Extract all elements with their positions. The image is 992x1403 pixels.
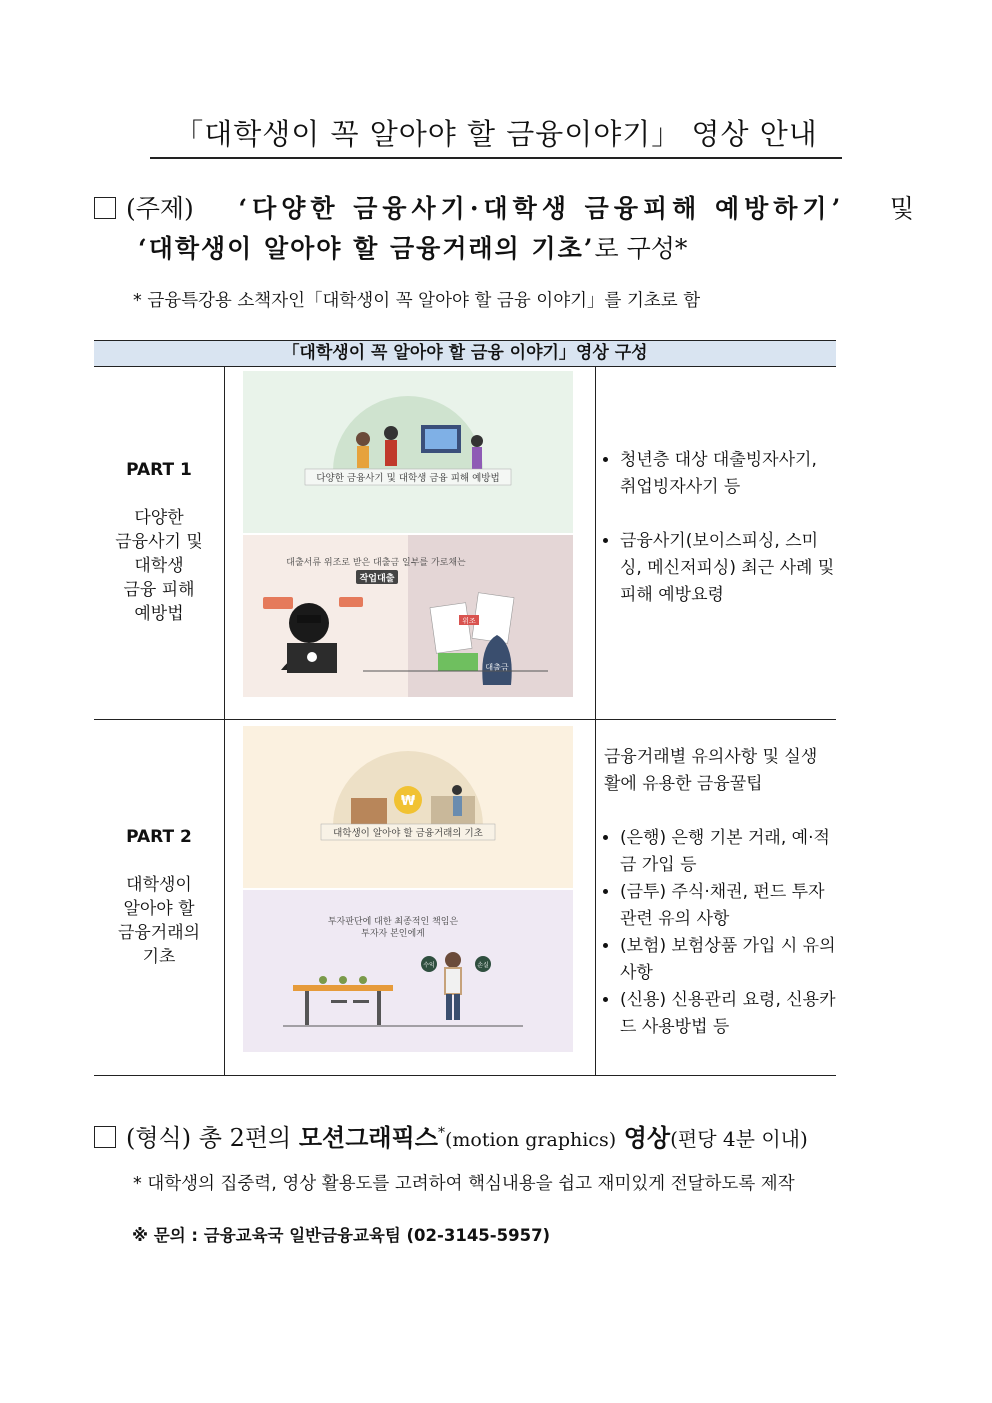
format-star: * xyxy=(437,1125,445,1141)
format-section xyxy=(94,1113,914,1160)
table-row-part1 xyxy=(94,367,836,720)
format-label: (형식) xyxy=(126,1124,192,1152)
part2-title-line: 대학생이 xyxy=(126,875,192,895)
part1-title-line: 다양한 xyxy=(134,508,184,528)
part1-scene-subcaption: 작업대출 xyxy=(359,574,395,584)
part1-title-line: 예방법 xyxy=(134,604,184,624)
table-header: 「대학생이 꼭 알아야 할 금융 이야기」영상 구성 xyxy=(94,340,836,367)
part1-title-line: 금융 피해 xyxy=(123,580,195,600)
svg-text:₩: ₩ xyxy=(400,794,416,809)
part2-title-line: 금융거래의 xyxy=(117,923,201,943)
part1-title-cell xyxy=(94,367,225,719)
part1-scene-bag-label: 대출금 xyxy=(485,663,509,672)
format-text: 총 2편의 xyxy=(198,1124,292,1152)
part2-bullet: • (신용) 신용관리 요령, 신용카드 사용방법 등 xyxy=(620,987,836,1041)
part2-intro: 금융거래별 유의사항 및 실생활에 유용한 금융꿀팁 xyxy=(604,747,818,794)
part2-scene-subcaption: 투자자 본인에게 xyxy=(361,929,425,939)
contact-info: ※ 문의 : 금융교육국 일반금융교육팀 (02-3145-5957) xyxy=(132,1226,551,1245)
part2-scene-illustration xyxy=(243,890,573,1052)
part2-label: PART 2 xyxy=(126,827,192,847)
part1-thumb-caption: 다양한 금융사기 및 대학생 금융 피해 예방법 xyxy=(316,473,500,484)
topic-label: (주제) xyxy=(126,194,194,223)
part1-scene-illustration xyxy=(243,535,573,697)
part1-title-illustration xyxy=(243,371,573,533)
part2-bullet: • (은행) 은행 기본 거래, 예·적금 가입 등 xyxy=(620,825,836,879)
part2-thumb-caption: 대학생이 알아야 할 금융거래의 기초 xyxy=(333,828,483,839)
part2-bullet: • (금투) 주식·채권, 펀드 투자 관련 유의 사항 xyxy=(620,879,836,933)
part2-scene-caption: 투자판단에 대한 최종적인 책임은 xyxy=(327,917,459,927)
part2-title-illustration xyxy=(243,726,573,888)
part2-title-thumbnail xyxy=(243,726,573,888)
format-note: * 대학생의 집중력, 영상 활용도를 고려하여 핵심내용을 쉽고 재미있게 전달하도록 제작 xyxy=(133,1174,795,1194)
format-tail: (편당 4분 이내) xyxy=(670,1127,808,1151)
table-row-part2 xyxy=(94,720,836,1076)
part1-label: PART 1 xyxy=(126,460,192,480)
part1-content-cell xyxy=(596,367,836,719)
checkbox-square-icon xyxy=(94,197,116,219)
page-title: 「대학생이 꼭 알아야 할 금융이야기」 영상 안내 xyxy=(150,112,842,159)
part1-bullet: • 금융사기(보이스피싱, 스미싱, 메신저피싱) 최근 사례 및 피해 예방요령 xyxy=(620,528,836,609)
part2-image-cell xyxy=(225,720,596,1075)
topic-note: * 금융특강용 소책자인「대학생이 꼭 알아야 할 금융 이야기」를 기초로 함 xyxy=(133,291,701,311)
part2-bullet: • (보험) 보험상품 가입 시 유의 사항 xyxy=(620,933,836,987)
topic-and: 및 xyxy=(889,194,914,223)
format-bold-2: 영상 xyxy=(623,1123,671,1152)
part1-image-cell xyxy=(225,367,596,719)
part1-scene-thumbnail xyxy=(243,535,573,697)
part2-bag-right: 손실 xyxy=(477,962,489,969)
part2-title-line: 기초 xyxy=(142,947,176,967)
part1-title-line: 금융사기 및 xyxy=(115,532,203,552)
topic-suffix: 로 구성* xyxy=(594,234,688,263)
part2-title-cell xyxy=(94,720,225,1075)
video-structure-table xyxy=(94,340,836,1076)
part2-bag-left: 수익 xyxy=(423,962,435,969)
part1-bullet: • 청년층 대상 대출빙자사기, 취업빙자사기 등 xyxy=(620,447,836,501)
format-bold-1: 모션그래픽스 xyxy=(298,1123,438,1152)
part1-title-thumbnail xyxy=(243,371,573,533)
part2-content-cell xyxy=(596,720,836,1075)
part2-scene-thumbnail xyxy=(243,890,573,1052)
part1-title-line: 대학생 xyxy=(134,556,184,576)
part1-scene-caption: 대출서류 위조로 받은 대출금 일부를 가로채는 xyxy=(286,558,466,568)
format-paren: (motion graphics) xyxy=(444,1129,617,1151)
checkbox-square-icon xyxy=(94,1126,116,1148)
topic-quote-2: ‘대학생이 알아야 할 금융거래의 기초’ xyxy=(138,234,595,263)
topic-quote-1: ‘다양한 금융사기·대학생 금융피해 예방하기’ xyxy=(238,194,846,223)
topic-section xyxy=(94,189,914,269)
part2-title-line: 알아야 할 xyxy=(123,899,195,919)
part1-scene-stamp: 위조 xyxy=(462,617,476,625)
